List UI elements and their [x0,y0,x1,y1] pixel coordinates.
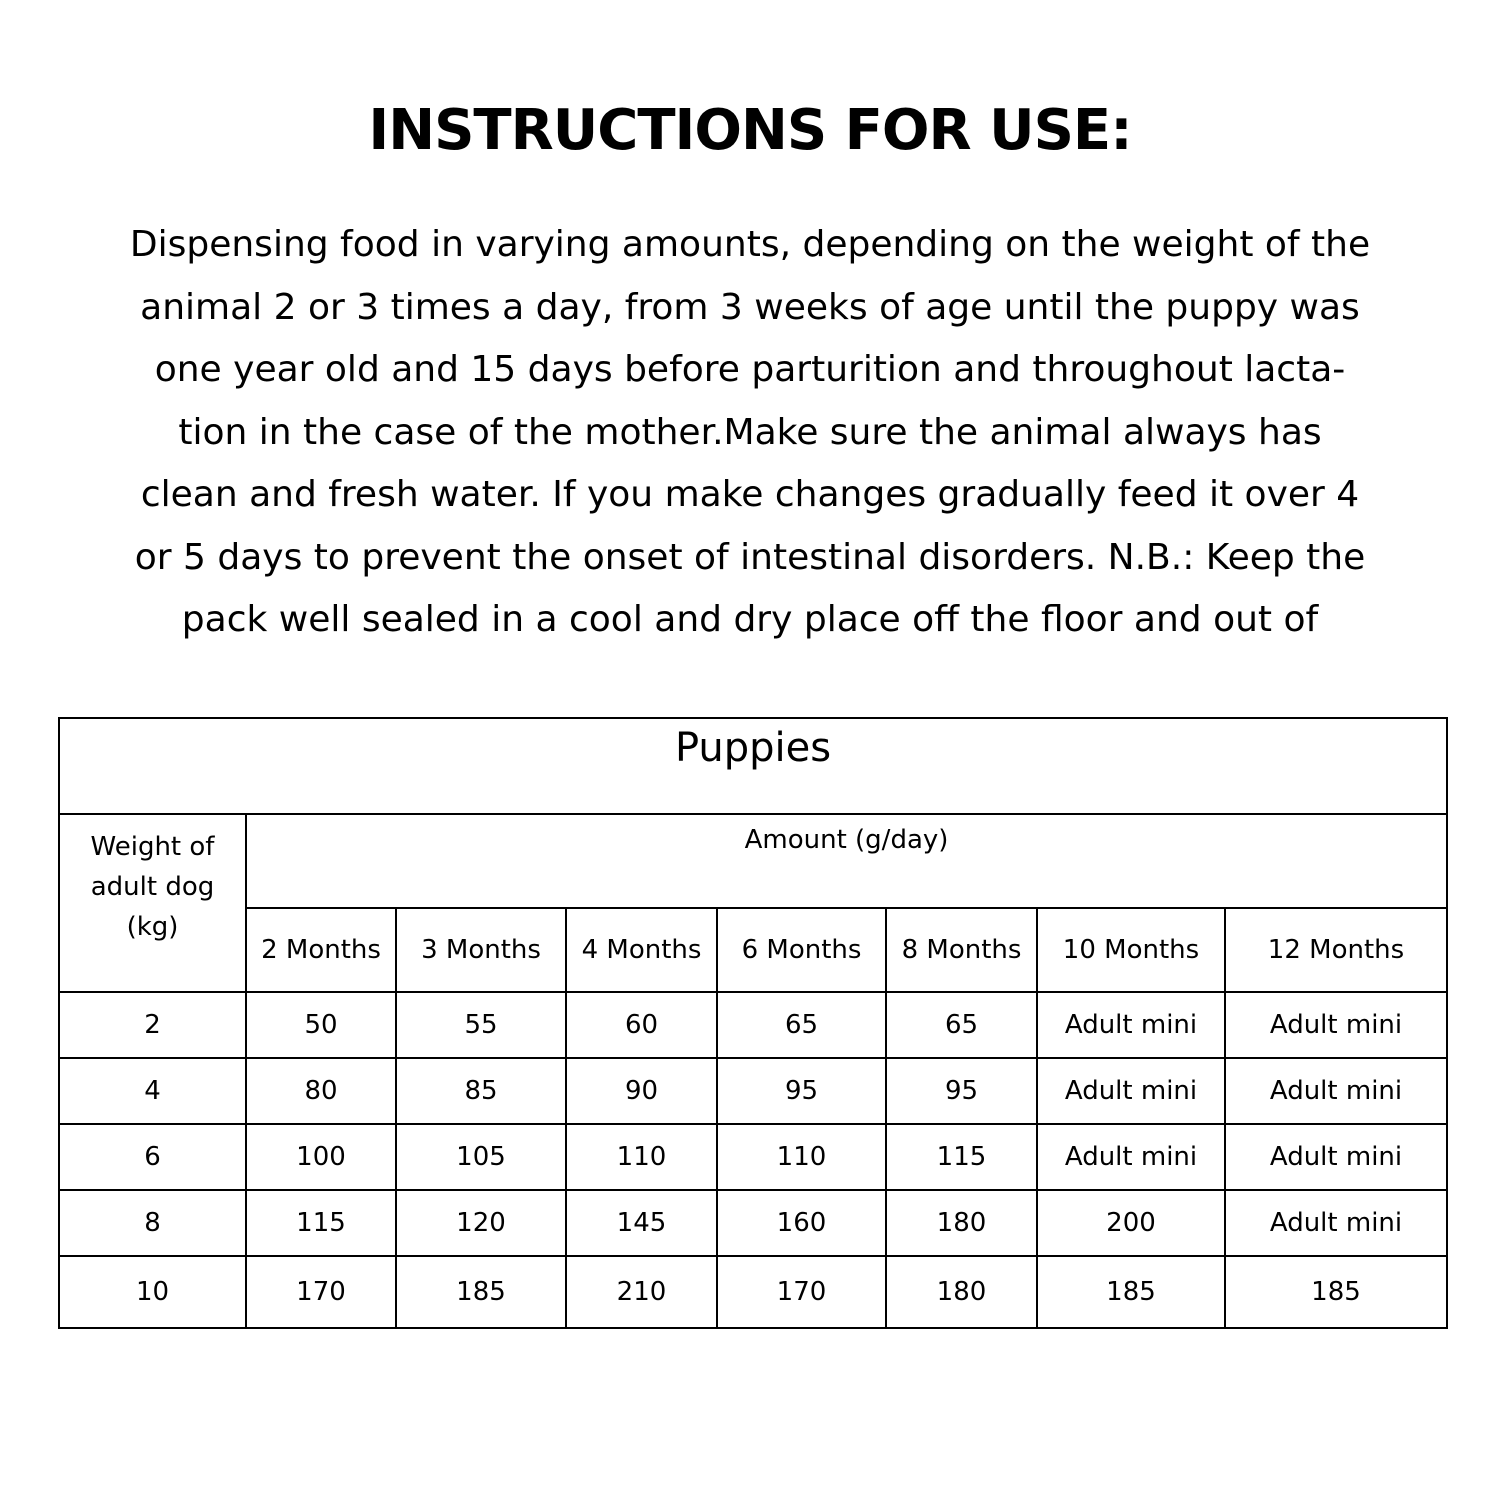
amount-cell: 60 [566,992,717,1058]
page-title: INSTRUCTIONS FOR USE: [368,98,1132,163]
amount-cell: 120 [396,1190,566,1256]
amount-cell: 160 [717,1190,886,1256]
amount-cell: 110 [717,1124,886,1190]
amount-cell: 145 [566,1190,717,1256]
weight-cell: 2 [59,992,246,1058]
amount-cell: 210 [566,1256,717,1328]
weight-header-line: Weight of [90,832,215,862]
table-caption-row [59,718,1447,814]
amount-cell: Adult mini [1037,1124,1225,1190]
amount-cell: 180 [886,1190,1037,1256]
amount-cell: 200 [1037,1190,1225,1256]
amount-cell: 185 [1037,1256,1225,1328]
amount-cell: 185 [1225,1256,1447,1328]
amount-column-header: Amount (g/day) [246,814,1447,908]
table-row [59,1058,1447,1124]
weight-header-line: adult dog [90,872,215,902]
amount-cell: 100 [246,1124,396,1190]
table-row [59,1190,1447,1256]
month-header: 12 Months [1225,908,1447,992]
amount-cell: Adult mini [1225,1190,1447,1256]
amount-cell: 55 [396,992,566,1058]
amount-cell: 50 [246,992,396,1058]
amount-cell: 105 [396,1124,566,1190]
table-header-row [59,814,1447,908]
month-header: 3 Months [396,908,566,992]
amount-cell: 185 [396,1256,566,1328]
table-caption: Puppies [59,718,1447,814]
amount-cell: 180 [886,1256,1037,1328]
weight-header-line: (kg) [126,912,179,942]
paragraph-line: Dispensing food in varying amounts, depending on the weight of the [129,224,1371,265]
month-header: 6 Months [717,908,886,992]
instructions-paragraph [70,214,1430,652]
amount-cell: 65 [717,992,886,1058]
table-row [59,1124,1447,1190]
amount-cell: 90 [566,1058,717,1124]
table-row [59,1256,1447,1328]
month-header: 8 Months [886,908,1037,992]
amount-cell: Adult mini [1037,1058,1225,1124]
paragraph-line: clean and fresh water. If you make changes gradually feed it over 4 [140,474,1360,515]
months-header-row [59,908,1447,992]
month-header: 4 Months [566,908,717,992]
amount-cell: 65 [886,992,1037,1058]
amount-cell: 115 [886,1124,1037,1190]
paragraph-line: pack well sealed in a cool and dry place off the floor and out of [181,599,1319,640]
paragraph-line: animal 2 or 3 times a day, from 3 weeks of age until the puppy was [140,286,1360,328]
amount-cell: Adult mini [1225,1058,1447,1124]
amount-cell: 110 [566,1124,717,1190]
table-row [59,992,1447,1058]
amount-cell: 85 [396,1058,566,1124]
weight-cell: 4 [59,1058,246,1124]
amount-cell: Adult mini [1037,992,1225,1058]
amount-cell: Adult mini [1225,992,1447,1058]
paragraph-line: or 5 days to prevent the onset of intestinal disorders. N.B.: Keep the [134,536,1366,578]
amount-cell: 95 [886,1058,1037,1124]
weight-column-header [59,814,246,992]
amount-cell: 95 [717,1058,886,1124]
amount-cell: 170 [717,1256,886,1328]
amount-cell: 115 [246,1190,396,1256]
weight-cell: 6 [59,1124,246,1190]
feeding-table [58,717,1448,1329]
paragraph-line: tion in the case of the mother.Make sure the animal always has [178,411,1322,453]
weight-cell: 10 [59,1256,246,1328]
weight-cell: 8 [59,1190,246,1256]
amount-cell: Adult mini [1225,1124,1447,1190]
paragraph-line: one year old and 15 days before parturition and throughout lacta- [154,349,1346,390]
month-header: 2 Months [246,908,396,992]
month-header: 10 Months [1037,908,1225,992]
amount-cell: 80 [246,1058,396,1124]
amount-cell: 170 [246,1256,396,1328]
